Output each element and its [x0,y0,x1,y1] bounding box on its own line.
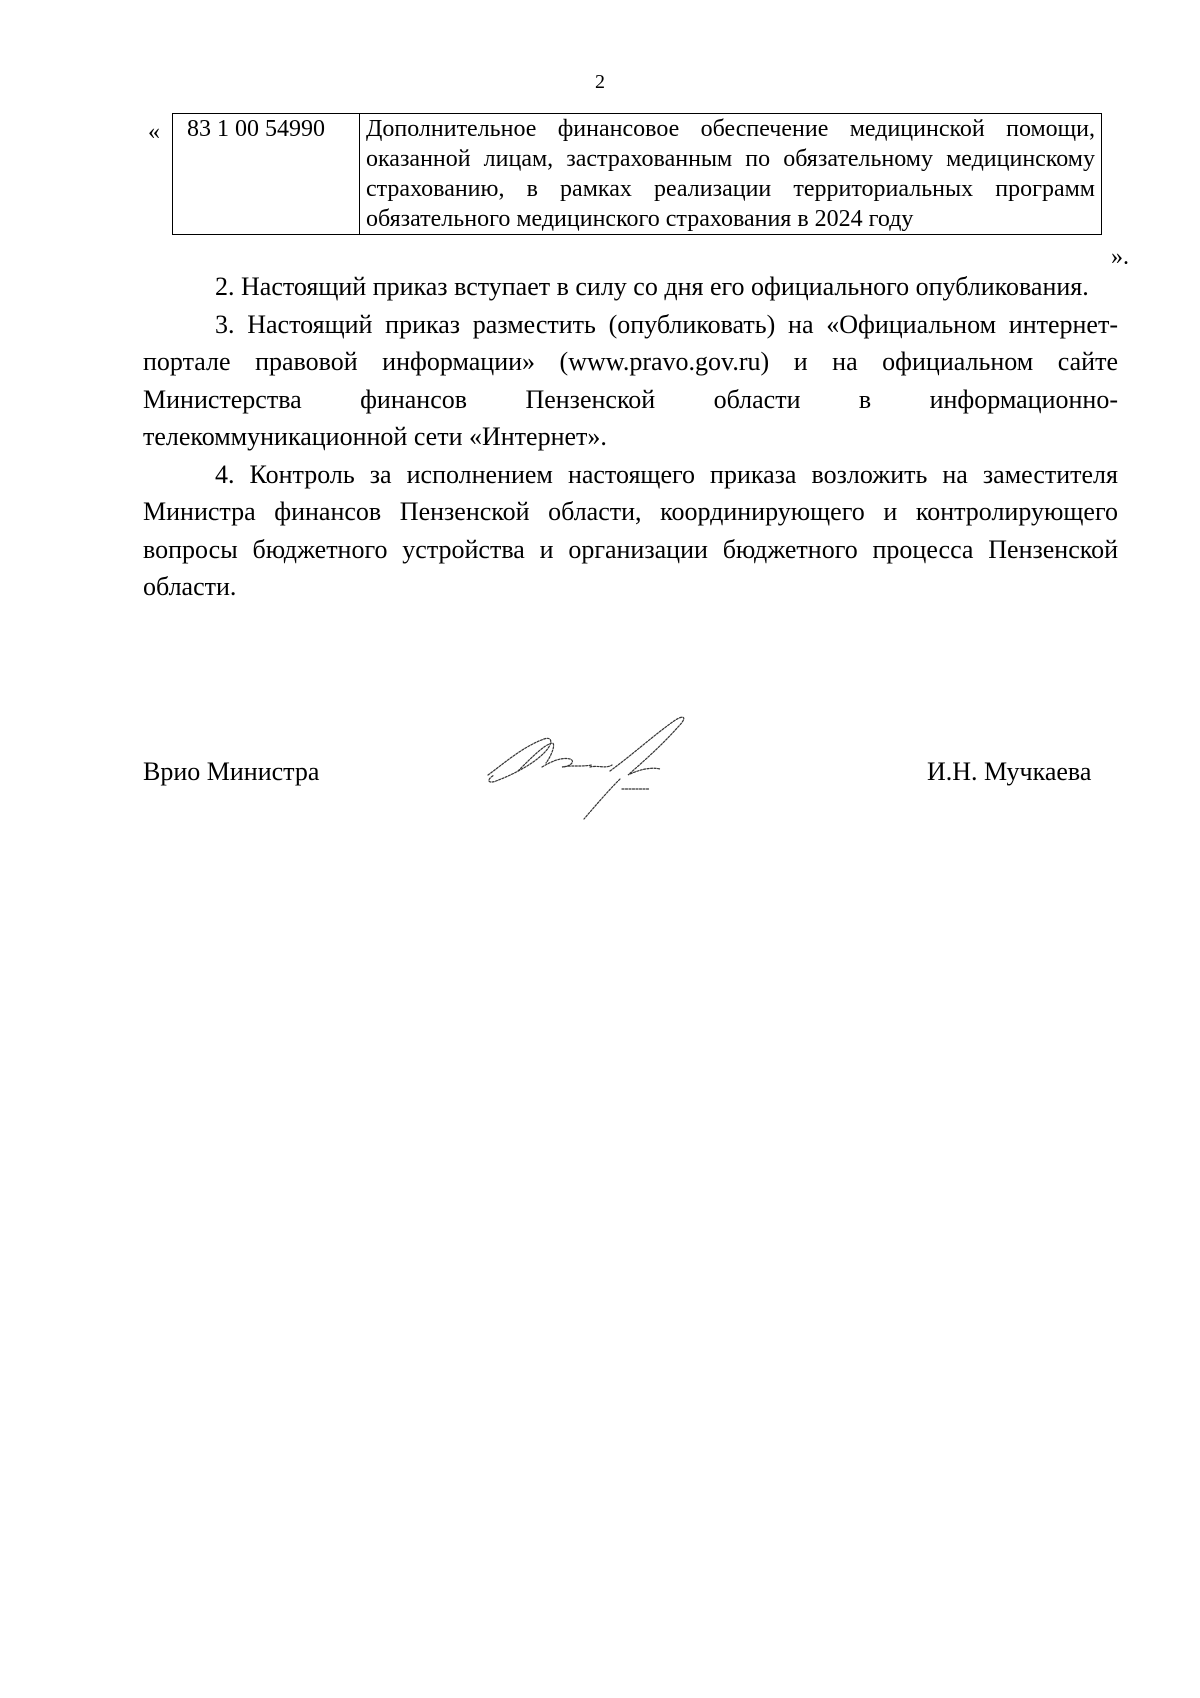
description-cell: Дополнительное финансовое обеспечение медицинской помощи, оказанной лицам, застрахованным по обязательному медицинскому страхованию, в рамках реализации территориальных программ обязательного медицинского страхования в 2024 году [360,114,1102,235]
table-row [173,114,1102,235]
closing-quote: ». [1111,244,1129,270]
paragraph-2: 2. Настоящий приказ вступает в силу со дня его официального опубликования. [215,272,1089,301]
budget-code-cell: 83 1 00 54990 [173,114,360,235]
paragraph-3: 3. Настоящий приказ разместить (опубликовать) на «Официальном интернет-портале правовой информации» (www.pravo.gov.ru) и на официальном сайте Министерства финансов Пензенской области в информационно-телекоммуникационной сети «Интернет». [143,309,1118,451]
body-text [143,268,1118,606]
paragraph-4: 4. Контроль за исполнением настоящего приказа возложить на заместителя Министра финансов Пензенской области, координирующего и контролирующего вопросы бюджетного устройства и организации бюджетного процесса Пензенской области. [143,459,1118,601]
page-number: 2 [595,71,605,93]
signatory-name: И.Н. Мучкаева [927,757,1092,786]
handwritten-signature [482,705,722,825]
opening-quote: « [148,119,160,145]
signatory-role: Врио Министра [143,757,320,786]
amendment-table [172,113,1102,235]
